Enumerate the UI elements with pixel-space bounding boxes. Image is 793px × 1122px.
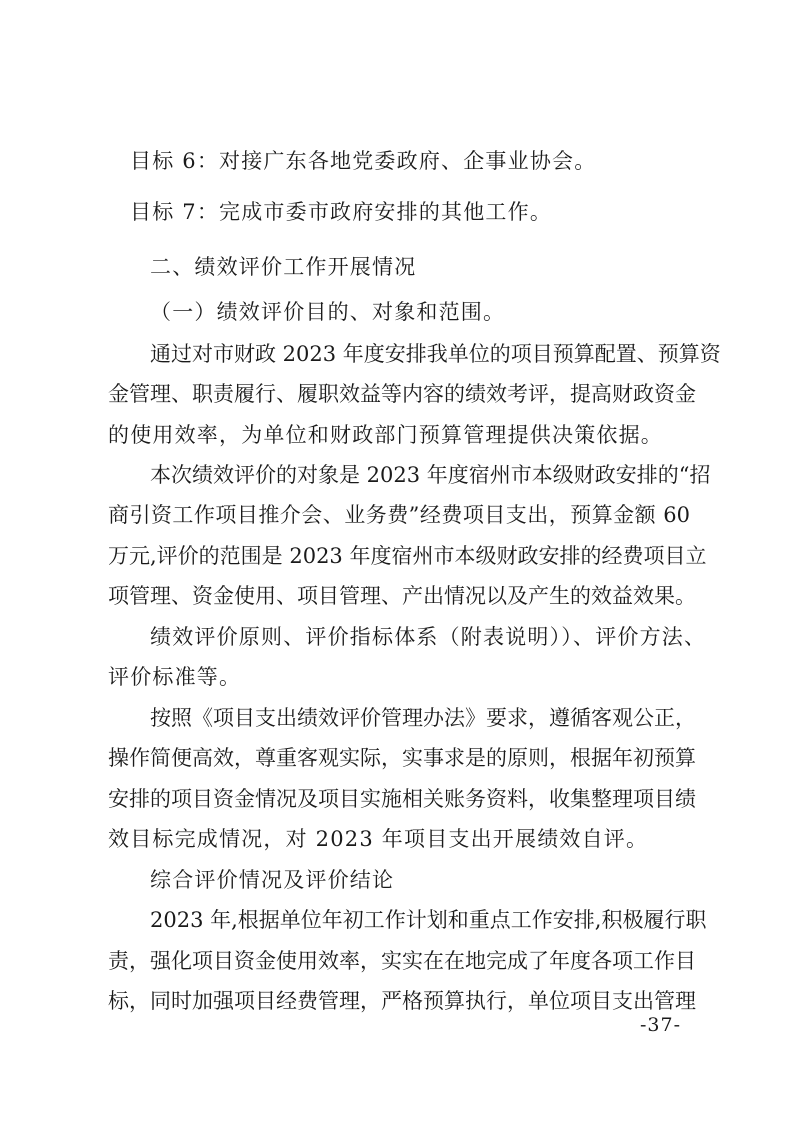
paragraph-line: 金管理、职责履行、履职效益等内容的绩效考评，提高财政资金 [108, 382, 696, 406]
paragraph-line: 按照《项目支出绩效评价管理办法》要求，遵循客观公正， [150, 706, 696, 730]
paragraph-line: 本次绩效评价的对象是 2023 年度宿州市本级财政安排的“招 [150, 463, 711, 487]
paragraph-line: 绩效评价原则、评价指标体系（附表说明））、评价方法、 [150, 625, 707, 649]
subheading-line: 综合评价情况及评价结论 [150, 868, 395, 892]
paragraph-line: 操作简便高效，尊重客观实际，实事求是的原则，根据年初预算 [108, 746, 696, 770]
paragraph-line: 评价标准等。 [108, 665, 242, 689]
paragraph-line: 责，强化项目资金使用效率，实实在在地完成了年度各项工作目 [108, 949, 696, 973]
paragraph-line: 2023 年,根据单位年初工作计划和重点工作安排,积极履行职 [150, 908, 707, 932]
section-heading: 二、绩效评价工作开展情况 [150, 255, 417, 279]
paragraph-line: 标，同时加强项目经费管理，严格预算执行，单位项目支出管理 [108, 989, 696, 1013]
paragraph-line: 效目标完成情况，对 2023 年项目支出开展绩效自评。 [108, 827, 649, 851]
paragraph-line: 安排的项目资金情况及项目实施相关账务资料，收集整理项目绩 [108, 787, 696, 811]
page-number: -37- [640, 1014, 682, 1036]
paragraph-line: 商引资工作项目推介会、业务费”经费项目支出，预算金额 60 [108, 503, 690, 527]
paragraph-line: 的使用效率，为单位和财政部门预算管理提供决策依据。 [108, 423, 663, 447]
paragraph-line: 万元,评价的范围是 2023 年度宿州市本级财政安排的经费项目立 [108, 544, 707, 568]
paragraph-line: 通过对市财政 2023 年度安排我单位的项目预算配置、预算资 [150, 342, 721, 366]
goal-7-line: 目标 7：完成市委市政府安排的其他工作。 [130, 200, 553, 224]
subsection-heading: （一）绩效评价目的、对象和范围。 [150, 300, 506, 324]
goal-6-line: 目标 6：对接广东各地党委政府、企事业协会。 [130, 149, 597, 173]
paragraph-line: 项管理、资金使用、项目管理、产出情况以及产生的效益效果。 [108, 584, 696, 608]
